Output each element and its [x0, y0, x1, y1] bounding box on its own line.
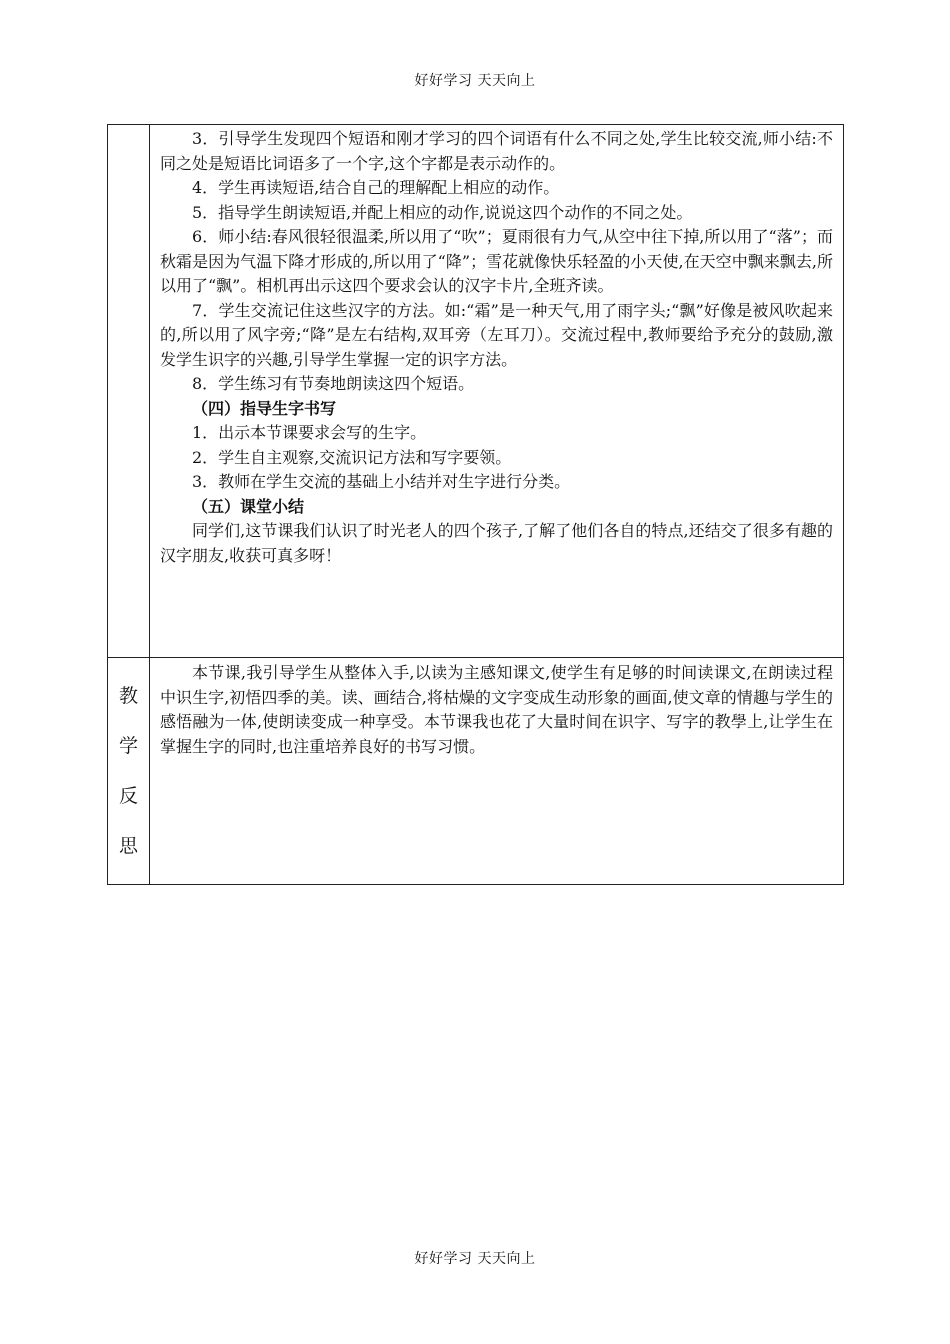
process-step-5: 5．指导学生朗读短语,并配上相应的动作,说说这四个动作的不同之处。 — [192, 202, 693, 222]
process-step-8: 8．学生练习有节奏地朗读这四个短语。 — [192, 374, 475, 393]
reflection-label-char-2: 学 — [118, 735, 138, 757]
reflection-label-cell — [108, 658, 150, 885]
reflection-text: 本节课,我引导学生从整体入手,以读为主感知课文,使学生有足够的时间读课文,在朗读过程中识生字,初悟四季的美。读、画结合,将枯燥的文字变成生动形象的画面,使文章的情趣与学生的感悟融为一体,使朗读变成一种享受。本节课我也花了大量时间在识字、写字的教學上,让学生在掌握生字的同时,也注重培养良好的书写习惯。 — [160, 663, 833, 756]
section-heading-writing: （四）指导生字书写 — [192, 398, 337, 418]
section-heading-summary: （五）课堂小结 — [192, 496, 305, 516]
reflection-label-char-4: 思 — [118, 835, 138, 857]
reflection-label-char-1: 教 — [118, 685, 138, 707]
writing-step-1: 1．出示本节课要求会写的生字。 — [192, 423, 427, 442]
teaching-process-row — [108, 125, 844, 658]
process-label-cell — [108, 125, 150, 658]
process-step-7: 7．学生交流记住这些汉字的方法。如:“霜”是一种天气,用了雨字头;“飘”好像是被风吹起来的,所以用了风字旁;“降”是左右结构,双耳旁（左耳刀）。交流过程中,教师要给予充分的鼓励,激发学生识字的兴趣,引导学生掌握一定的识字方法。 — [160, 300, 833, 369]
reflection-content-cell — [150, 658, 844, 885]
lesson-table — [107, 124, 844, 885]
reflection-label — [108, 671, 149, 871]
process-step-4: 4．学生再读短语,结合自己的理解配上相应的动作。 — [192, 178, 560, 197]
teaching-reflection-row — [108, 658, 844, 885]
writing-step-2: 2．学生自主观察,交流识记方法和写字要领。 — [192, 447, 512, 467]
writing-step-3: 3．教师在学生交流的基础上小结并对生字进行分类。 — [192, 472, 571, 491]
reflection-label-char-3: 反 — [118, 785, 138, 807]
process-step-3: 3．引导学生发现四个短语和刚才学习的四个词语有什么不同之处,学生比较交流,师小结:不同之处是短语比词语多了一个字,这个字都是表示动作的。 — [160, 129, 833, 173]
page-footer: 好好学习 天天向上 — [414, 1251, 536, 1267]
page-header: 好好学习 天天向上 — [414, 73, 536, 89]
process-content-cell — [150, 125, 844, 658]
class-summary: 同学们,这节课我们认识了时光老人的四个孩子,了解了他们各自的特点,还结交了很多有趣的汉字朋友,收获可真多呀！ — [160, 521, 833, 565]
process-step-6: 6．师小结:春风很轻很温柔,所以用了“吹”；夏雨很有力气,从空中往下掉,所以用了“落”；而秋霜是因为气温下降才形成的,所以用了“降”；雪花就像快乐轻盈的小天使,在天空中飘来飘去,所以用了“飘”。相机再出示这四个要求会认的汉字卡片,全班齐读。 — [160, 227, 833, 295]
